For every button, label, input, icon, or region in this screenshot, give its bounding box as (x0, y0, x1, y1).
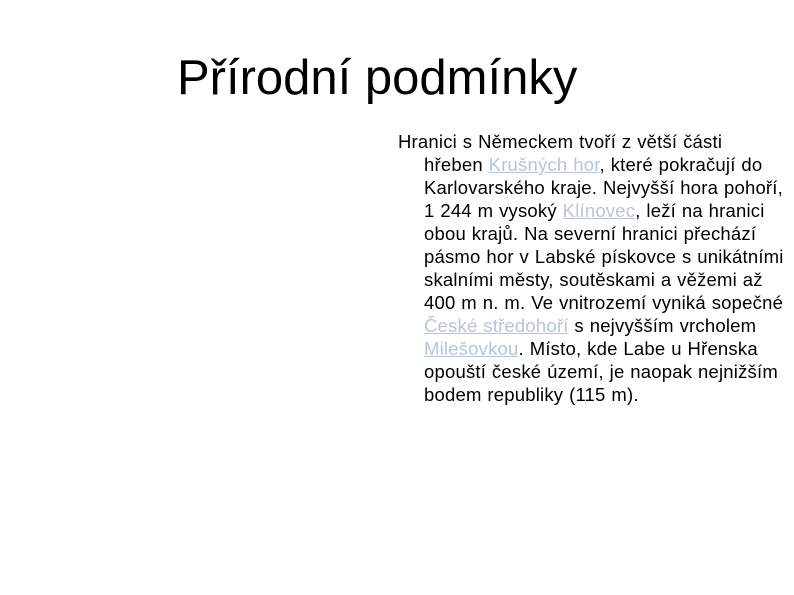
body-text-segment: . Místo, kde Labe u Hřenska opouští české území, je naopak nejnižším bodem republiky (115 m). (424, 338, 778, 405)
slide-title: Přírodní podmínky (177, 51, 578, 105)
body-text-segment: , leží na hranici obou krajů. Na severní hranici přechází pásmo hor v Labské pískovce s unikátními skalními městy, soutěskami a věžemi až 400 m n. m. Ve vnitrozemí vyniká sopečné (424, 200, 784, 313)
body-text-segment: s nejvyšším vrcholem (568, 315, 757, 336)
link-milesovka[interactable]: Milešovkou (424, 338, 519, 359)
body-text-segment: , které pokračují do Karlovarského kraje. Nejvyšší hora pohoří, 1 244 m vysoký (424, 154, 783, 221)
body-text-segment: Hranici s Německem tvoří z větší části hřeben (398, 131, 723, 175)
link-ceske-stredohori[interactable]: České středohoří (424, 315, 569, 336)
link-klinovec[interactable]: Klínovec (562, 200, 636, 221)
link-krusne-hory[interactable]: Krušných hor (488, 154, 600, 175)
slide-body-text (398, 130, 786, 406)
